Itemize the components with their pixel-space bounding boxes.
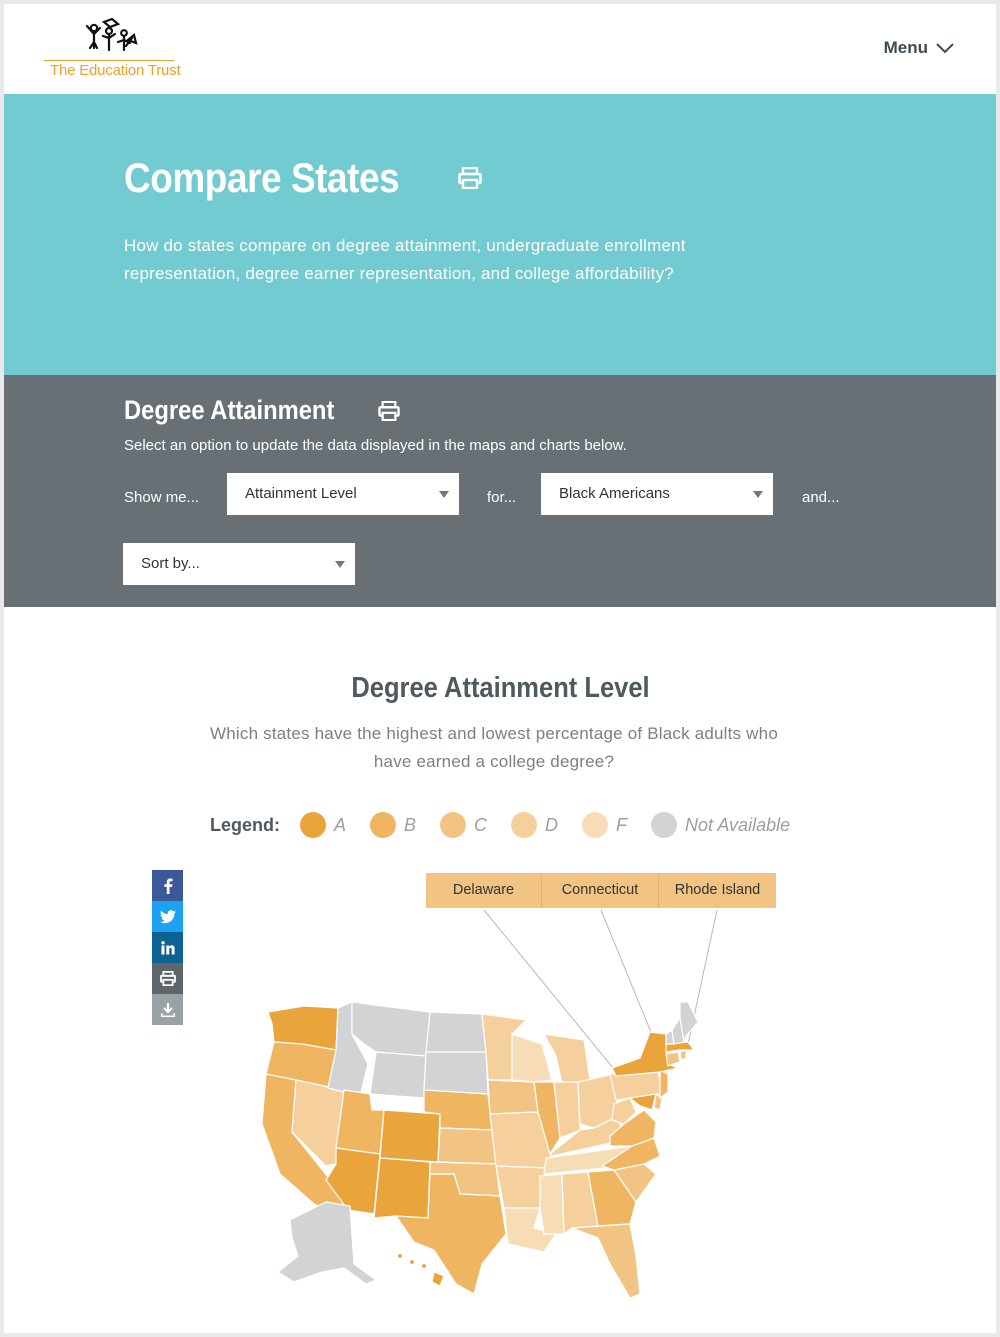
callout-connecticut[interactable]: Connecticut <box>542 873 659 908</box>
legend-item-c[interactable] <box>440 812 487 838</box>
state-hawaii-islands[interactable] <box>398 1254 403 1259</box>
state-wisconsin[interactable] <box>512 1034 552 1082</box>
print-icon[interactable] <box>458 167 482 189</box>
state-mississippi[interactable] <box>540 1174 564 1234</box>
us-choropleth-map <box>4 884 996 1324</box>
legend-item-a[interactable] <box>300 812 346 838</box>
chart-subtitle: Which states have the highest and lowest percentage of Black adults who have earned a college degree? <box>210 724 778 771</box>
chevron-down-icon <box>936 42 954 54</box>
sort-select[interactable] <box>123 543 355 585</box>
state-new-mexico[interactable] <box>374 1158 430 1218</box>
legend-swatch <box>300 812 326 838</box>
legend-swatch <box>511 812 537 838</box>
chart-title-text: Degree Attainment Level <box>350 672 650 704</box>
logo[interactable] <box>44 16 181 84</box>
caret-down-icon <box>335 561 345 568</box>
caret-down-icon <box>439 491 449 498</box>
callout-rhode-island[interactable]: Rhode Island <box>674 882 761 898</box>
state-iowa[interactable] <box>488 1080 538 1114</box>
group-select[interactable] <box>541 473 773 515</box>
controls-panel <box>4 375 996 607</box>
state-rhode-island[interactable] <box>680 1050 686 1060</box>
legend-swatch <box>651 812 677 838</box>
page-frame <box>4 4 996 1333</box>
state-arkansas[interactable] <box>496 1166 546 1208</box>
legend-swatch <box>440 812 466 838</box>
legend-label: F <box>616 814 628 835</box>
print-icon[interactable] <box>378 401 400 421</box>
section-description: Select an option to update the data displayed in the maps and charts below. <box>124 437 627 454</box>
state-wyoming[interactable] <box>370 1052 426 1098</box>
state-new-jersey[interactable] <box>660 1070 668 1098</box>
logo-mark-icon <box>44 16 176 60</box>
hero-banner <box>4 94 996 375</box>
logo-text: The Education Trust <box>50 62 181 79</box>
leader-line-rhode-island <box>686 910 717 1054</box>
metric-select[interactable] <box>227 473 459 515</box>
legend-label: C <box>474 814 488 835</box>
state-florida[interactable] <box>572 1224 640 1298</box>
state-connecticut[interactable] <box>666 1052 680 1066</box>
section-title: Degree Attainment <box>124 395 335 425</box>
state-hawaii[interactable] <box>432 1272 444 1286</box>
page-title: Compare States <box>124 154 400 201</box>
hero-title-row <box>124 154 482 202</box>
menu-button[interactable] <box>884 38 954 58</box>
legend <box>210 812 814 838</box>
legend-label: A <box>334 814 347 835</box>
logo-rule <box>44 60 174 61</box>
callout-delaware[interactable]: Delaware <box>426 873 542 908</box>
legend-label: Not Available <box>685 814 791 835</box>
legend-item-f[interactable] <box>582 812 627 838</box>
hero-description: How do states compare on degree attainment, undergraduate enrollment representation, degree earner representation, and college affordability? <box>124 236 686 283</box>
legend-item-b[interactable] <box>370 812 416 838</box>
sort-select-value: Sort by... <box>141 555 200 572</box>
caret-down-icon <box>753 491 763 498</box>
state-colorado[interactable] <box>380 1110 440 1162</box>
legend-label: D <box>545 814 559 835</box>
show-me-label: Show me... <box>124 489 200 506</box>
legend-swatch <box>582 812 608 838</box>
legend-title: Legend: <box>210 814 280 835</box>
section-title-row <box>124 395 400 426</box>
legend-swatch <box>370 812 396 838</box>
state-south-dakota[interactable] <box>424 1052 488 1094</box>
state-north-dakota[interactable] <box>426 1012 486 1052</box>
legend-item-not-available[interactable] <box>651 812 790 838</box>
legend-item-d[interactable] <box>511 812 558 838</box>
state-montana[interactable] <box>352 1002 430 1056</box>
state-hawaii-islands[interactable] <box>410 1260 415 1265</box>
chart-title <box>4 672 996 705</box>
state-utah[interactable] <box>336 1090 384 1154</box>
menu-label: Menu <box>883 38 928 57</box>
metric-select-value: Attainment Level <box>245 485 357 502</box>
state-hawaii-islands[interactable] <box>422 1264 427 1269</box>
and-label: and... <box>802 489 840 506</box>
for-label: for... <box>487 489 517 506</box>
site-header <box>4 4 996 94</box>
group-select-value: Black Americans <box>559 485 670 502</box>
legend-label: B <box>404 814 417 835</box>
state-alaska[interactable] <box>278 1202 376 1284</box>
state-kansas[interactable] <box>438 1128 496 1164</box>
state-maine[interactable] <box>680 1002 698 1042</box>
